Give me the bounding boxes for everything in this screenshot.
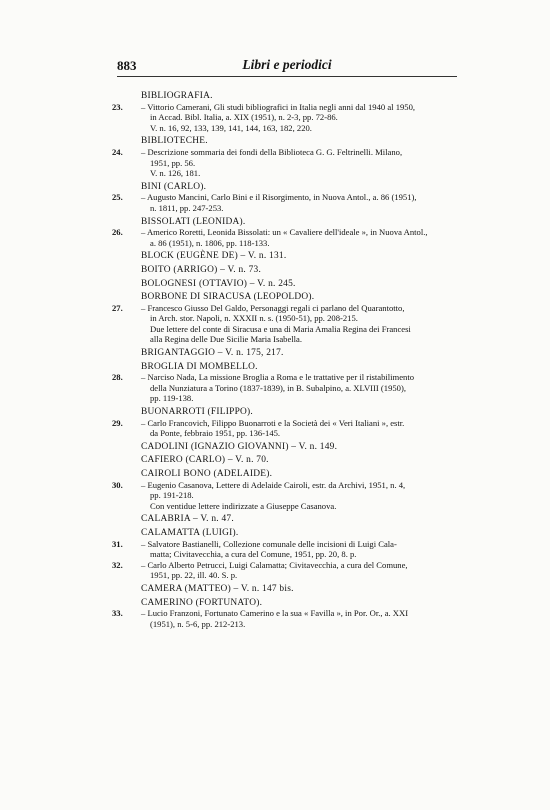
subject-heading: BIBLIOGRAFIA. [141,91,213,101]
subject-heading: BOLOGNESI (OTTAVIO) – V. n. 245. [141,278,296,289]
entry-continuation: della Nunziatura a Torino (1837-1839), in B. Subalpino, a. XLVIII (1950), [150,382,406,393]
entry-number: 33. [112,608,123,619]
running-head: Libri e periodici [242,57,332,72]
entry-number: 31. [112,538,123,549]
page-header [117,58,457,74]
entry-text: – Francesco Giusso Del Galdo, Personaggi regali ci parlano del Quarantotto, [141,302,405,313]
entry-continuation: pp. 119-138. [150,393,194,404]
page-body [112,88,484,629]
header-rule [117,76,457,77]
entry-continuation: n. 1811, pp. 247-253. [150,202,224,213]
bibliography-entry [112,480,484,491]
bibliography-entry [112,102,484,113]
entry-text: – Vittorio Camerani, Gli studi bibliografici in Italia negli anni dal 1940 al 1950, [141,101,416,112]
subject-heading: BINI (CARLO). [141,181,207,192]
entry-text: – Descrizione sommaria dei fondi della Biblioteca G. G. Feltrinelli. Milano, [141,146,403,157]
subject-heading: BISSOLATI (LEONIDA). [141,216,246,227]
entry-continuation: in Arch. stor. Napoli, n. XXXII n. s. (1950-51), pp. 208-215. [150,313,358,324]
entry-number: 26. [112,227,123,238]
entry-number: 28. [112,372,123,383]
bibliography-entry [112,147,484,158]
subject-heading: BROGLIA DI MOMBELLO. [141,361,258,372]
subject-heading: CAFIERO (CARLO) – V. n. 70. [141,455,269,466]
subject-heading: BLOCK (EUGÈNE DE) – V. n. 131. [141,251,287,262]
entry-note: Due lettere del conte di Siracusa e una di Maria Amalia Regina dei Francesi [150,323,411,334]
entry-continuation: da Ponte, febbraio 1951, pp. 136-145. [150,428,281,439]
subject-heading: BIBLIOTECHE. [141,136,208,147]
entry-text: – Carlo Alberto Petrucci, Luigi Calamatta; Civitavecchia, a cura del Comune, [141,559,408,570]
subject-heading: CADOLINI (IGNAZIO GIOVANNI) – V. n. 149. [141,441,338,452]
entry-continuation: a. 86 (1951), n. 1806, pp. 118-133. [150,237,270,248]
entry-continuation: pp. 191-218. [150,490,194,501]
bibliography-entry [112,539,484,550]
bibliography-entry [112,372,484,383]
subject-heading: CAMERINO (FORTUNATO). [141,597,263,608]
entry-number: 25. [112,192,123,203]
entry-text: – Carlo Francovich, Filippo Buonarroti e la Società dei « Veri Italiani », estr. [141,417,405,428]
subject-heading: BOITO (ARRIGO) – V. n. 73. [141,264,262,275]
entry-continuation: matta; Civitavecchia, a cura del Comune, 1951, pp. 20, 8. p. [150,549,357,560]
entry-continuation: 1951, pp. 22, ill. 40. S. p. [150,570,238,581]
entry-continuation: (1951), n. 5-6, pp. 212-213. [150,618,246,629]
entry-note: alla Regina delle Due Sicilie Maria Isabella. [150,334,303,345]
subject-heading: CAIROLI BONO (ADELAIDE). [141,469,273,479]
entry-text: – Eugenio Casanova, Lettere di Adelaide Cairoli, estr. da Archivi, 1951, n. 4, [141,479,406,490]
entry-number: 29. [112,417,123,428]
entry-continuation: 1951, pp. 56. [150,157,196,168]
entry-text: – Augusto Mancini, Carlo Bini e il Risorgimento, in Nuova Antol., a. 86 (1951), [141,192,417,203]
entry-number: 24. [112,146,123,157]
entry-number: 30. [112,479,123,490]
subject-heading: BRIGANTAGGIO – V. n. 175, 217. [141,348,284,359]
bibliography-entry [112,303,484,314]
subject-heading: CALABRIA – V. n. 47. [141,514,234,525]
entry-continuation: V. n. 126, 181. [150,168,201,179]
subject-heading: CALAMATTA (LUIGI). [141,527,239,538]
subject-heading: BORBONE DI SIRACUSA (LEOPOLDO). [141,292,315,303]
entry-note: Con ventidue lettere indirizzate a Giuseppe Casanova. [150,500,337,511]
entry-number: 32. [112,559,123,570]
page-number: 883 [117,58,137,73]
bibliography-entry [112,560,484,571]
entry-continuation: V. n. 16, 92, 133, 139, 141, 144, 163, 182, 220. [150,122,312,133]
subject-heading: CAMERA (MATTEO) – V. n. 147 bis. [141,583,294,594]
entry-number: 27. [112,302,123,313]
entry-number: 23. [112,101,123,112]
entry-text: – Americo Roretti, Leonida Bissolati: un « Cavaliere dell'ideale », in Nuova Antol., [141,227,428,238]
bibliography-entry [112,418,484,429]
entry-text: – Salvatore Bastianelli, Collezione comunale delle incisioni di Luigi Cala- [141,538,397,549]
entry-text: – Lucio Franzoni, Fortunato Camerino e la sua « Favilla », in Por. Or., a. XXI [141,608,409,619]
entry-text: – Narciso Nada, La missione Broglia a Roma e le trattative per il ristabilimento [141,372,415,383]
bibliography-entry [112,192,484,203]
entry-continuation: in Accad. Bibl. Italia, a. XIX (1951), n. 2-3, pp. 72-86. [150,112,338,123]
subject-heading: BUONARROTI (FILIPPO). [141,407,254,418]
bibliography-entry [112,608,484,619]
bibliography-entry [112,227,484,238]
